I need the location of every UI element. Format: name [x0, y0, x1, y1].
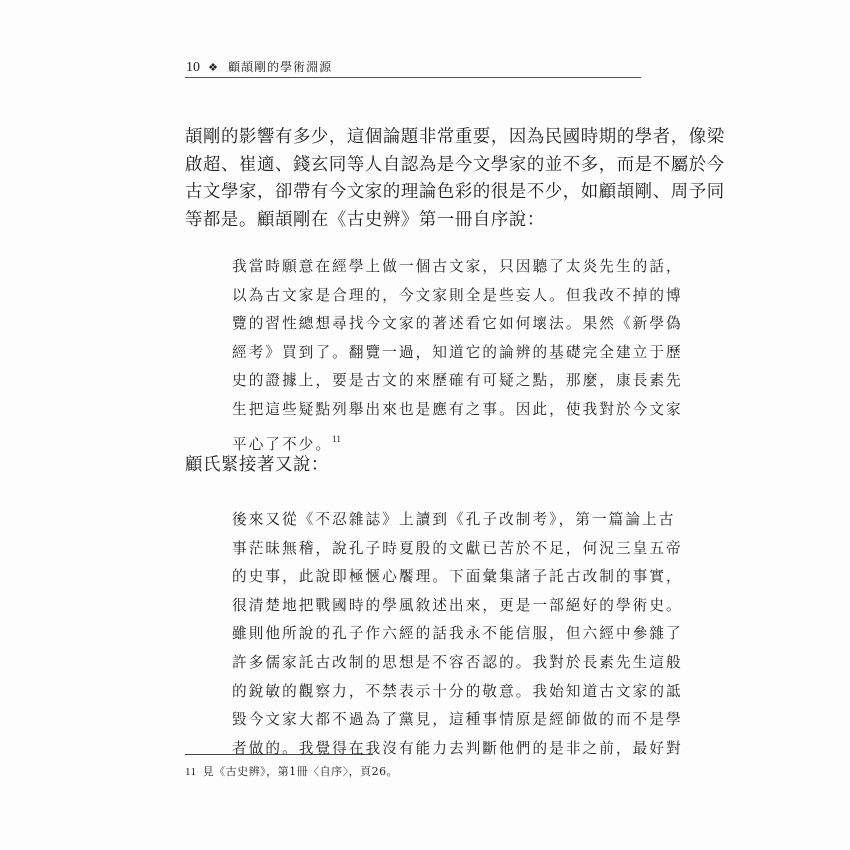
text-line: 事茫昧無稽，說孔子時夏殷的文獻已苦於不足，何況三皇五帝 [232, 539, 683, 557]
text-line: 後來又從《不忍雜誌》上讀到《孔子改制考》，第一篇論上古 [232, 511, 676, 528]
text-line: 生把這些疑點列舉出來也是應有之事。因此，使我對於今文家 [232, 400, 683, 418]
text-line: 頡剛的影響有多少，這個論題非常重要，因為民國時期的學者，像梁 [185, 127, 725, 147]
footnote-reference[interactable]: 11 [332, 433, 341, 444]
text-line: 者做的。我覺得在我沒有能力去判斷他們的是非之前，最好對 [232, 739, 683, 757]
header-rule [185, 77, 641, 78]
diamond-ornament-icon: ❖ [208, 61, 219, 74]
footnote-11 [185, 764, 398, 780]
text-line: 以為古文家是合理的，今文家則全是些妄人。但我改不掉的博 [232, 286, 683, 304]
body-paragraph-2 [185, 452, 645, 480]
text-line: 啟超、崔適、錢玄同等人自認為是今文學家的並不多，而是不屬於今 [185, 154, 725, 175]
text-line: 古文學家，卻帶有今文家的理論色彩的很是不少，如顧頡剛、周予同 [185, 182, 725, 202]
text-line: 史的證據上，要是古文的來歷確有可疑之點，那麼，康長素先 [232, 372, 683, 390]
text-line: 的銳敏的觀察力，不禁表示十分的敬意。我始知道古文家的詆 [232, 682, 683, 700]
footnote-rule [185, 754, 373, 755]
footnote-number: 11 [185, 766, 197, 778]
page-number: 10 [186, 60, 200, 75]
block-quote-1 [232, 253, 683, 459]
text-line: 的史事，此說即極愜心饜理。下面彙集諸子託古改制的事實， [232, 568, 683, 586]
running-header [186, 58, 641, 78]
text-line: 我當時願意在經學上做一個古文家，只因聽了太炎先生的話， [232, 258, 683, 275]
text-line-content: 平心了不少。 [232, 435, 333, 453]
text-line: 許多儒家託古改制的思想是不容否認的。我對於長素先生這般 [232, 653, 683, 671]
text-line: 覽的習性總想尋找今文家的著述看它如何壞法。果然《新學偽 [232, 315, 683, 333]
block-quote-2 [232, 506, 683, 763]
footnote-text: 見《古史辨》，第1冊〈自序〉，頁26。 [202, 765, 399, 778]
body-paragraph-1 [185, 124, 725, 234]
text-line: 等都是。顧頡剛在《古史辨》第一冊自序說： [185, 209, 545, 230]
text-line: 很清楚地把戰國時的學風敘述出來，更是一部絕好的學術史。 [232, 596, 683, 614]
book-title: 顧頡剛的學術淵源 [228, 60, 333, 74]
text-line: 雖則他所說的孔子作六經的話我永不能信服，但六經中參雜了 [232, 625, 683, 643]
text-line: 毀今文家大都不過為了黨見，這種事情原是經師做的而不是學 [232, 711, 683, 729]
text-line: 經考》買到了。翻覽一過，知道它的論辨的基礎完全建立于歷 [232, 343, 683, 361]
text-line: 顧氏緊接著又說： [185, 455, 329, 475]
